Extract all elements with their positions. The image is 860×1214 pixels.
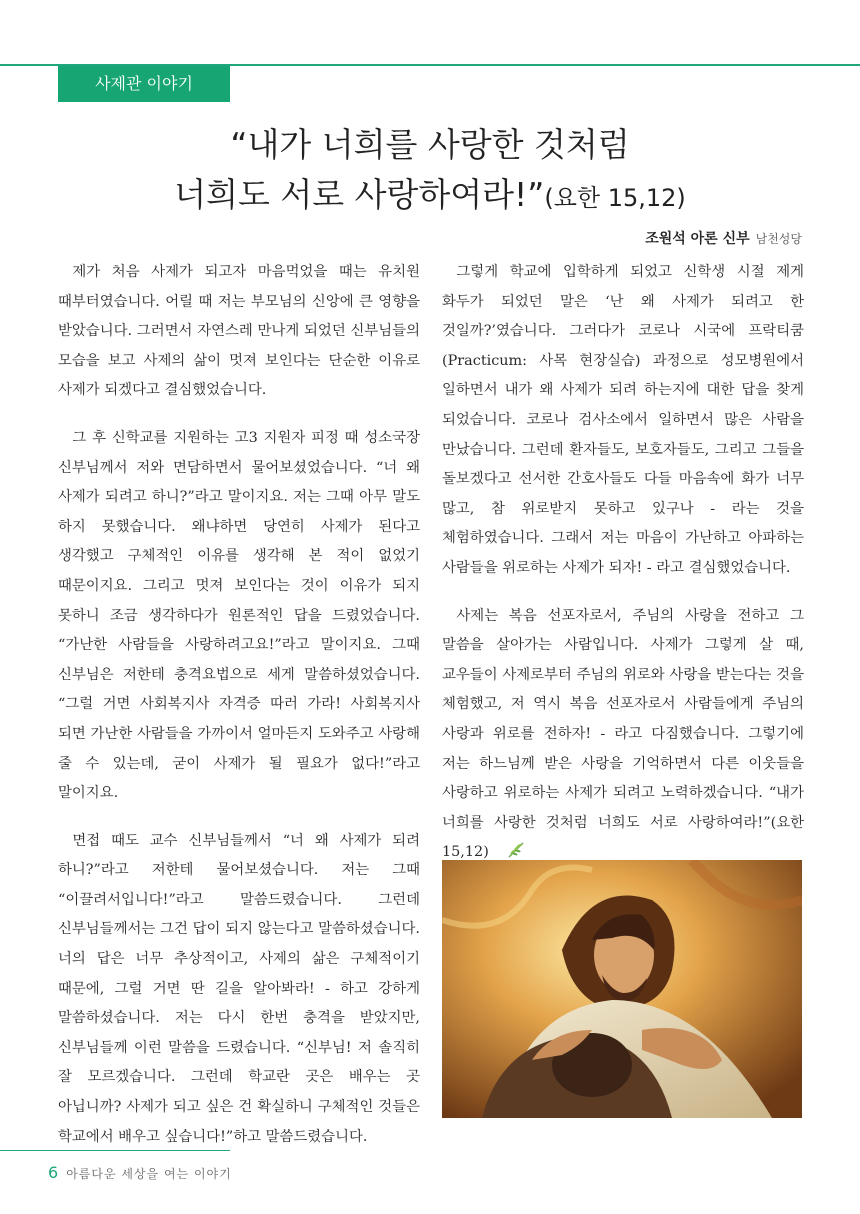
left-column xyxy=(58,258,420,1170)
title-line-1: “내가 너희를 사랑한 것처럼 xyxy=(230,125,630,164)
footer xyxy=(48,1163,232,1182)
author-parish: 남천성당 xyxy=(755,232,802,246)
title-reference: (요한 15,12) xyxy=(544,184,686,212)
paragraph-3: 면접 때도 교수 신부님들께서 “너 왜 사제가 되려 하니?”라고 저한테 물어보셨습니다. 저는 그때 “이끌려서입니다!”라고 말씀드렸습니다. 그런데 신부님들께서는 그건 답이 되지 않는다고 말씀하셨습니다. 너의 답은 너무 추상적이고, 사제의 삶은 구체적이기 때문에, 그럴 거면 딴 길을 알아봐라! - 하고 강하게 말씀하셨습니다. 저는 다시 한번 충격을 받았지만, 신부님들께 이런 말씀을 드렸습니다. “신부님! 저 솔직히 잘 모르겠습니다. 그런데 학교란 곳은 배우는 곳 아닙니까? 사제가 되고 싶은 건 확실하니 구체적인 것들은 학교에서 배우고 싶습니다!”하고 말씀드렸습니다. xyxy=(58,832,420,1145)
paragraph-5-text: 사제는 복음 선포자로서, 주님의 사랑을 전하고 그 말씀을 살아가는 사람입니다. 사제가 그렇게 살 때, 교우들이 사제로부터 주님의 위로와 사랑을 받는다는 것을 체험했고, 저 역시 복음 선포자로서 사람들에게 주님의 사랑과 위로를 전하자! - 라고 다짐했습니다. 그렇기에 저는 하느님께 받은 사랑을 기억하면서 다른 이웃들을 사랑하고 위로하는 사제가 되려고 노력하겠습니다. “내가 너희를 사랑한 것처럼 너희도 서로 사랑하여라!”(요한 15,12) xyxy=(442,607,804,861)
bottom-rule xyxy=(0,1150,230,1151)
title-line-2 xyxy=(0,170,860,223)
article-title xyxy=(0,120,860,223)
paragraph-4: 그렇게 학교에 입학하게 되었고 신학생 시절 제게 화두가 되었던 말은 ‘난 왜 사제가 되려고 한 것일까?’였습니다. 그러다가 코로나 시국에 프락티쿰(Practicum: 사목 현장실습) 과정으로 성모병원에서 일하면서 내가 왜 사제가 되려 하는지에 대한 답을 찾게 되었습니다. 코로나 검사소에서 일하면서 많은 사람을 만났습니다. 그런데 환자들도, 보호자들도, 그리고 그들을 돌보겠다고 선서한 간호사들도 다들 마음속에 화가 너무 많고, 참 위로받지 못하고 있구나 - 라는 것을 체험하였습니다. 그래서 저는 마음이 가난하고 아파하는 사람들을 위로하는 사제가 되자! - 라고 결심했었습니다. xyxy=(442,264,804,576)
paragraph-1: 제가 처음 사제가 되고자 마음먹었을 때는 유치원 때부터였습니다. 어릴 때 저는 부모님의 신앙에 큰 영향을 받았습니다. 그러면서 자연스레 만나게 되었던 신부님들의 모습을 보고 사제의 삶이 멋져 보인다는 단순한 이유로 사제가 되겠다고 결심했었습니다. xyxy=(58,264,420,399)
paragraph-2: 그 후 신학교를 지원하는 고3 지원자 피정 때 성소국장 신부님께서 저와 면담하면서 물어보셨었습니다. “너 왜 사제가 되려고 하니?”라고 말이지요. 저는 그때 아무 말도 하지 못했습니다. 왜냐하면 당연히 사제가 된다고 생각했고 구체적인 이유를 생각해 본 적이 없었기 때문이지요. 그리고 멋져 보인다는 것이 이유가 되지 못하니 조금 생각하다가 원론적인 답을 드렸었습니다. “가난한 사람들을 사랑하려고요!”라고 말이지요. 그때 신부님은 저한테 충격요법으로 세게 말씀하셨었습니다. “그럴 거면 사회복지사 자격증 따러 가라! 사회복지사 되면 가난한 사람들을 가까이서 얼마든지 도와주고 사랑해 줄 수 있는데, 굳이 사제가 될 필요가 없다!”라고 말이지요. xyxy=(58,429,420,802)
leaf-icon xyxy=(493,841,511,859)
byline xyxy=(645,228,802,248)
magazine-name: 아름다운 세상을 여는 이야기 xyxy=(66,1167,232,1181)
religious-painting xyxy=(442,860,802,1118)
section-tag: 사제관 이야기 xyxy=(58,66,230,102)
page-number: 6 xyxy=(48,1163,59,1182)
author-name: 조원석 아론 신부 xyxy=(645,231,750,247)
paragraph-5 xyxy=(442,602,804,868)
title-line-2-text: 너희도 서로 사랑하여라!” xyxy=(174,175,545,214)
right-column xyxy=(442,258,804,886)
